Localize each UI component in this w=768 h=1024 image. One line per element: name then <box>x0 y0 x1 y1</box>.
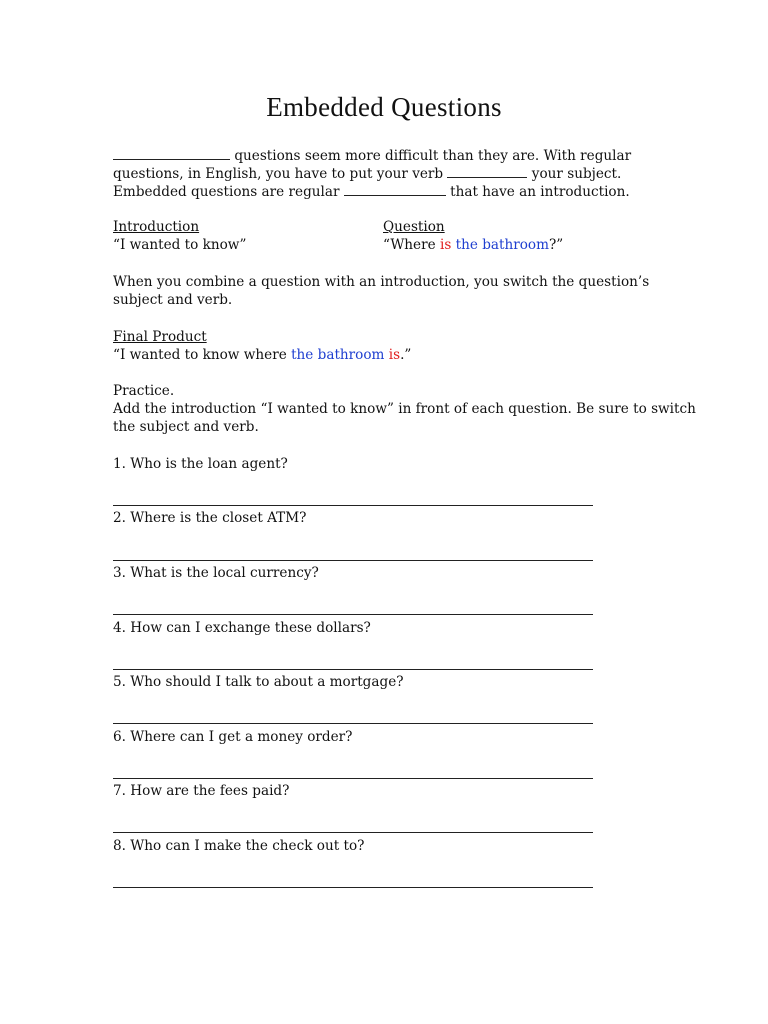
practice-question-1: 1. Who is the loan agent? <box>113 456 288 472</box>
practice-heading: Practice. <box>113 383 175 399</box>
intro-line-2-text-a: questions, in English, you have to put your verb <box>113 166 448 182</box>
final-product-heading <box>113 328 673 346</box>
fill-in-blank-1[interactable] <box>113 146 230 160</box>
question-subject: the bathroom <box>455 237 549 253</box>
fill-in-blank-3[interactable] <box>344 182 446 196</box>
practice-question-5: 5. Who should I talk to about a mortgage? <box>113 674 404 690</box>
final-close: .” <box>400 347 412 363</box>
practice-question-8: 8. Who can I make the check out to? <box>113 838 365 854</box>
introduction-example: “I wanted to know” <box>113 237 247 253</box>
answer-line-6[interactable] <box>113 778 593 779</box>
answer-line-3[interactable] <box>113 614 593 615</box>
answer-line-8[interactable] <box>113 887 593 888</box>
introduction-heading-text: Introduction <box>113 219 200 235</box>
practice-question-3: 3. What is the local currency? <box>113 565 319 581</box>
question-example <box>383 236 563 254</box>
intro-line-3-text-b: that have an introduction. <box>445 184 630 200</box>
final-verb: is <box>388 347 401 363</box>
answer-line-7[interactable] <box>113 832 593 833</box>
intro-line-3-text-a: Embedded questions are regular <box>113 184 344 200</box>
explanation-line-1: When you combine a question with an introduction, you switch the question’s <box>113 274 650 290</box>
final-product-example <box>113 346 673 364</box>
question-open: “Where <box>383 237 440 253</box>
question-heading-text: Question <box>383 219 445 235</box>
practice-instruction-line-1: Add the introduction “I wanted to know” in front of each question. Be sure to switch <box>113 401 696 417</box>
fill-in-blank-2[interactable] <box>447 164 527 178</box>
question-close: ?” <box>549 237 564 253</box>
practice-question-4: 4. How can I exchange these dollars? <box>113 620 371 636</box>
final-subject: the bathroom <box>291 347 385 363</box>
explanation-line-2: subject and verb. <box>113 292 233 308</box>
final-open: “I wanted to know where <box>113 347 292 363</box>
intro-line-1 <box>113 146 673 165</box>
intro-line-2-text-b: your subject. <box>527 166 622 182</box>
practice-question-7: 7. How are the fees paid? <box>113 783 290 799</box>
practice-question-6: 6. Where can I get a money order? <box>113 729 353 745</box>
intro-line-1-text: questions seem more difficult than they are. With regular <box>230 148 632 164</box>
final-product-heading-text: Final Product <box>113 329 207 345</box>
answer-line-4[interactable] <box>113 669 593 670</box>
answer-line-2[interactable] <box>113 560 593 561</box>
answer-line-5[interactable] <box>113 723 593 724</box>
question-heading <box>383 218 445 236</box>
question-verb: is <box>439 237 452 253</box>
practice-instruction-line-2: the subject and verb. <box>113 419 259 435</box>
intro-line-2 <box>113 164 673 183</box>
page-title: Embedded Questions <box>266 92 502 122</box>
intro-line-3 <box>113 182 673 201</box>
practice-question-2: 2. Where is the closet ATM? <box>113 510 307 526</box>
answer-line-1[interactable] <box>113 505 593 506</box>
